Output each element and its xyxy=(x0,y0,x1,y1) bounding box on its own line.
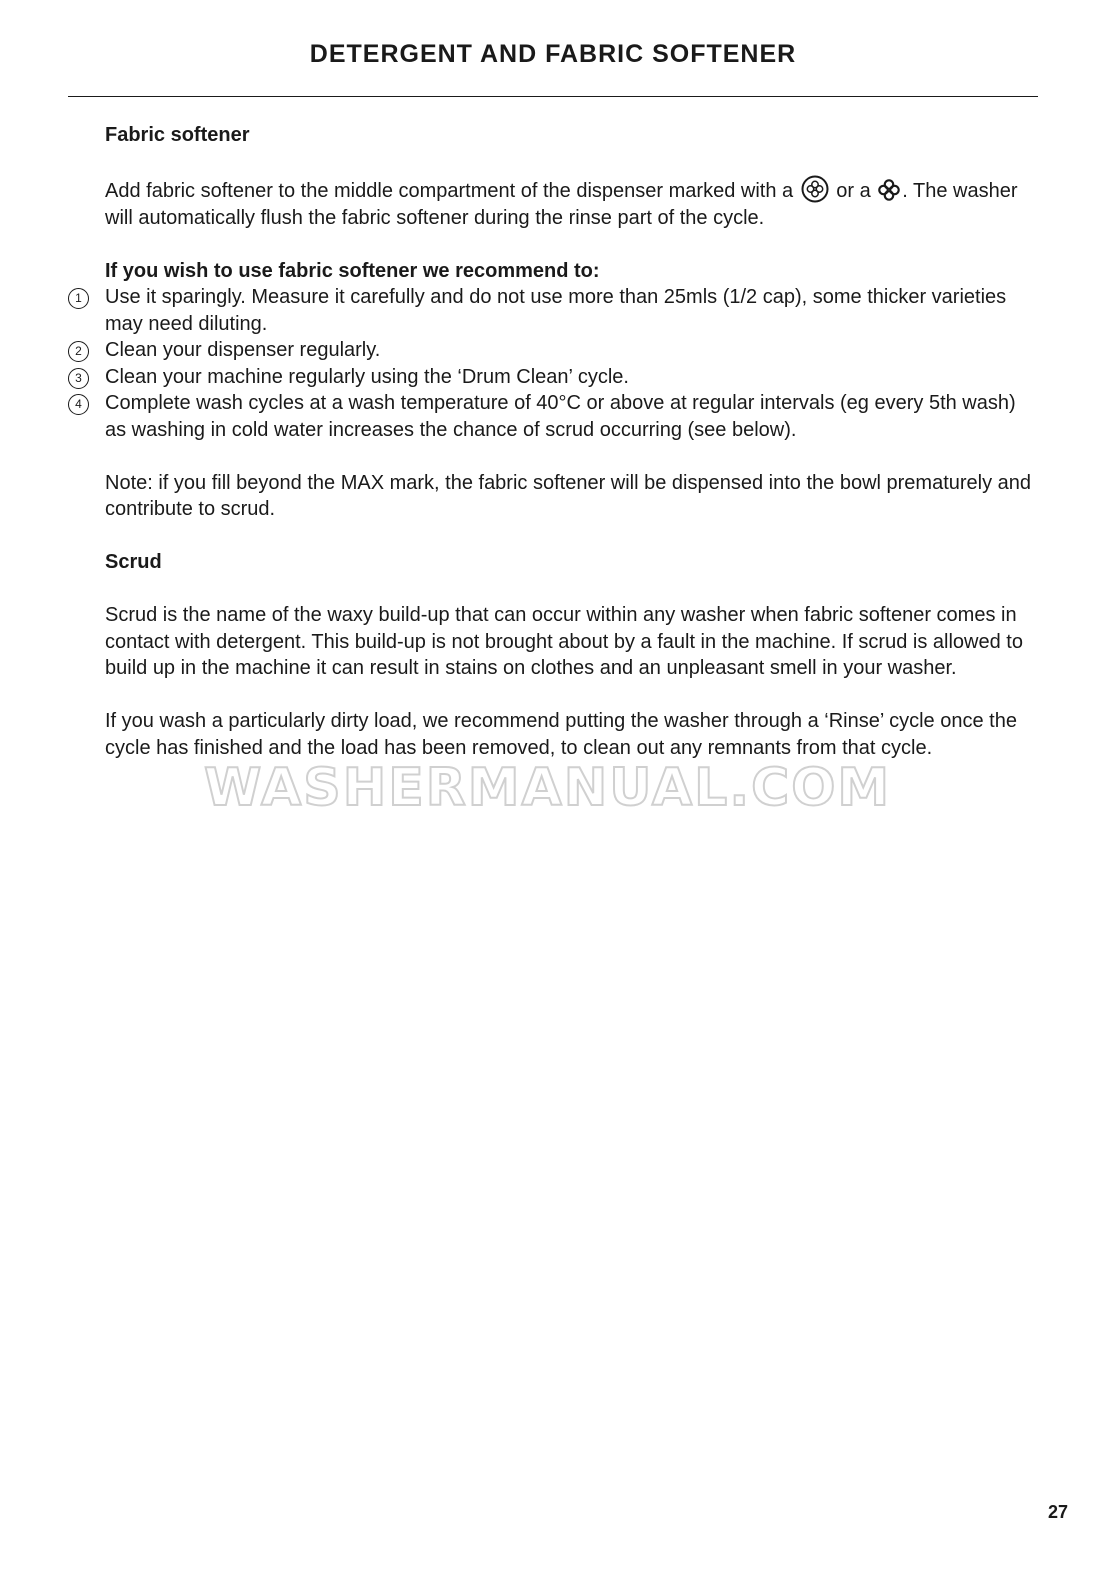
list-number-badge: 1 xyxy=(68,288,89,309)
scrud-paragraph-2: If you wash a particularly dirty load, we recommend putting the washer through a ‘Rinse’ cycle once the cycle has finished and the load has been removed, to clean out any remnants from that cycle. xyxy=(105,710,1017,759)
intro-text-part1: Add fabric softener to the middle compartment of the dispenser marked with a xyxy=(105,180,794,202)
list-item xyxy=(75,390,1035,443)
list-item-text: Complete wash cycles at a wash temperature of 40°C or above at regular intervals (eg every 5th wash) as washing in cold water increases the chance of scrud occurring (see below). xyxy=(105,392,1016,441)
list-item xyxy=(75,284,1035,337)
watermark: WASHERMANUAL.COM xyxy=(204,758,892,818)
list-item xyxy=(75,364,1035,391)
list-item xyxy=(75,337,1035,364)
list-number-badge: 3 xyxy=(68,368,89,389)
page-title: DETERGENT AND FABRIC SOFTENER xyxy=(309,40,797,68)
list-number-badge: 2 xyxy=(68,341,89,362)
softener-circle-icon xyxy=(801,175,829,203)
intro-text-part2: . The washer will automatically flush the fabric softener during the rinse part of the cycle. xyxy=(105,180,1018,229)
scrud-paragraph-1: Scrud is the name of the waxy build-up that can occur within any washer when fabric softener comes in contact with detergent. This build-up is not brought about by a fault in the machine. If scrud is allowed to build up in the machine it can result in stains on clothes and an unpleasant smell in your washer. xyxy=(105,604,1023,679)
intro-text-mid: or a xyxy=(836,180,871,202)
page-content xyxy=(75,122,1035,761)
note-paragraph: Note: if you fill beyond the MAX mark, the fabric softener will be dispensed into the bowl prematurely and contribute to scrud. xyxy=(105,471,1032,520)
page-number: 27 xyxy=(1047,1502,1068,1522)
fabric-softener-heading: Fabric softener xyxy=(105,124,250,146)
scrud-heading: Scrud xyxy=(105,551,162,573)
list-number-badge: 4 xyxy=(68,394,89,415)
title-divider xyxy=(68,96,1038,97)
recommendation-list xyxy=(75,284,1035,443)
list-item-text: Use it sparingly. Measure it carefully and do not use more than 25mls (1/2 cap), some thicker varieties may need diluting. xyxy=(105,286,1007,335)
softener-flower-icon xyxy=(877,178,901,202)
fabric-softener-intro xyxy=(105,175,1035,231)
recommend-heading: If you wish to use fabric softener we recommend to: xyxy=(105,259,600,282)
list-item-text: Clean your machine regularly using the ‘Drum Clean’ cycle. xyxy=(105,365,629,388)
list-item-text: Clean your dispenser regularly. xyxy=(105,339,381,361)
